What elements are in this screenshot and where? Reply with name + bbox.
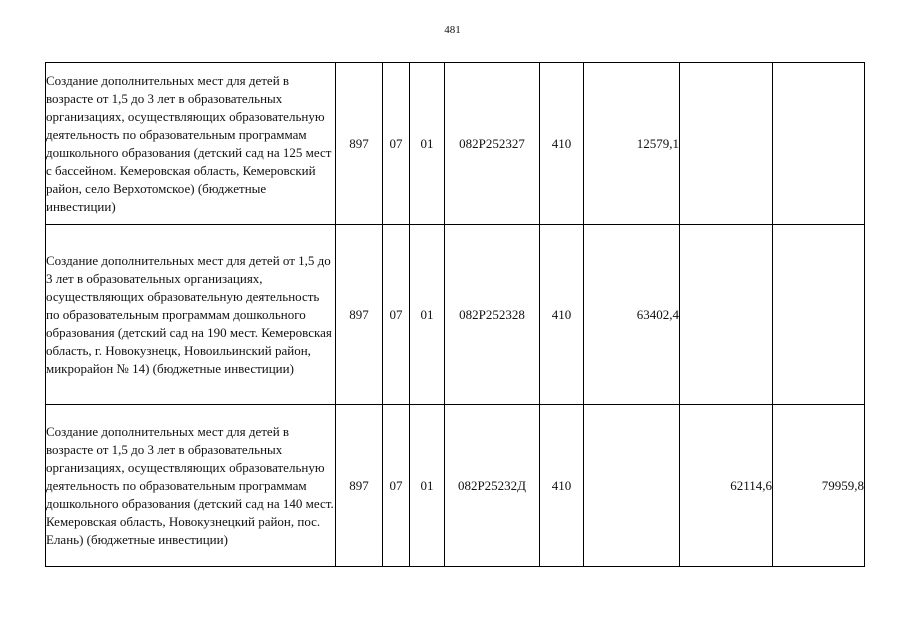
subsection-code: 01 (410, 225, 445, 405)
section-code: 07 (383, 225, 410, 405)
row-description: Создание дополнительных мест для детей в возрасте от 1,5 до 3 лет в образовательных организациях, осуществляющих образовательную деятельность по образовательным программам дошкольного образования (детский сад на 125 мест с бассейном. Кемеровская область, Кемеровский район, село Верхотомское) (бюджетные инвестиции) (46, 63, 336, 225)
budget-table (45, 62, 865, 567)
target-article-code: 082P252328 (445, 225, 540, 405)
subsection-code: 01 (410, 63, 445, 225)
amount-2 (680, 225, 773, 405)
ministry-code: 897 (336, 405, 383, 567)
table-row (46, 405, 865, 567)
section-code: 07 (383, 405, 410, 567)
amount-3 (773, 63, 865, 225)
amount-1 (584, 405, 680, 567)
ministry-code: 897 (336, 225, 383, 405)
expense-type-code: 410 (540, 225, 584, 405)
table-row (46, 225, 865, 405)
row-description: Создание дополнительных мест для детей от 1,5 до 3 лет в образовательных организациях, осуществляющих образовательную деятельность по образовательным программам дошкольного образования (детский сад на 190 мест. Кемеровская область, г. Новокузнецк, Новоильинский район, микрорайон № 14) (бюджетные инвестиции) (46, 225, 336, 405)
amount-2 (680, 63, 773, 225)
amount-3: 79959,8 (773, 405, 865, 567)
row-description: Создание дополнительных мест для детей в возрасте от 1,5 до 3 лет в образовательных организациях, осуществляющих образовательную деятельность по образовательным программам дошкольного образования (детский сад на 140 мест. Кемеровская область, Новокузнецкий район, пос. Елань) (бюджетные инвестиции) (46, 405, 336, 567)
page-number: 481 (444, 24, 461, 36)
expense-type-code: 410 (540, 405, 584, 567)
amount-1: 12579,1 (584, 63, 680, 225)
target-article-code: 082P252327 (445, 63, 540, 225)
amount-1: 63402,4 (584, 225, 680, 405)
amount-2: 62114,6 (680, 405, 773, 567)
table-row (46, 63, 865, 225)
section-code: 07 (383, 63, 410, 225)
amount-3 (773, 225, 865, 405)
expense-type-code: 410 (540, 63, 584, 225)
target-article-code: 082P25232Д (445, 405, 540, 567)
subsection-code: 01 (410, 405, 445, 567)
ministry-code: 897 (336, 63, 383, 225)
